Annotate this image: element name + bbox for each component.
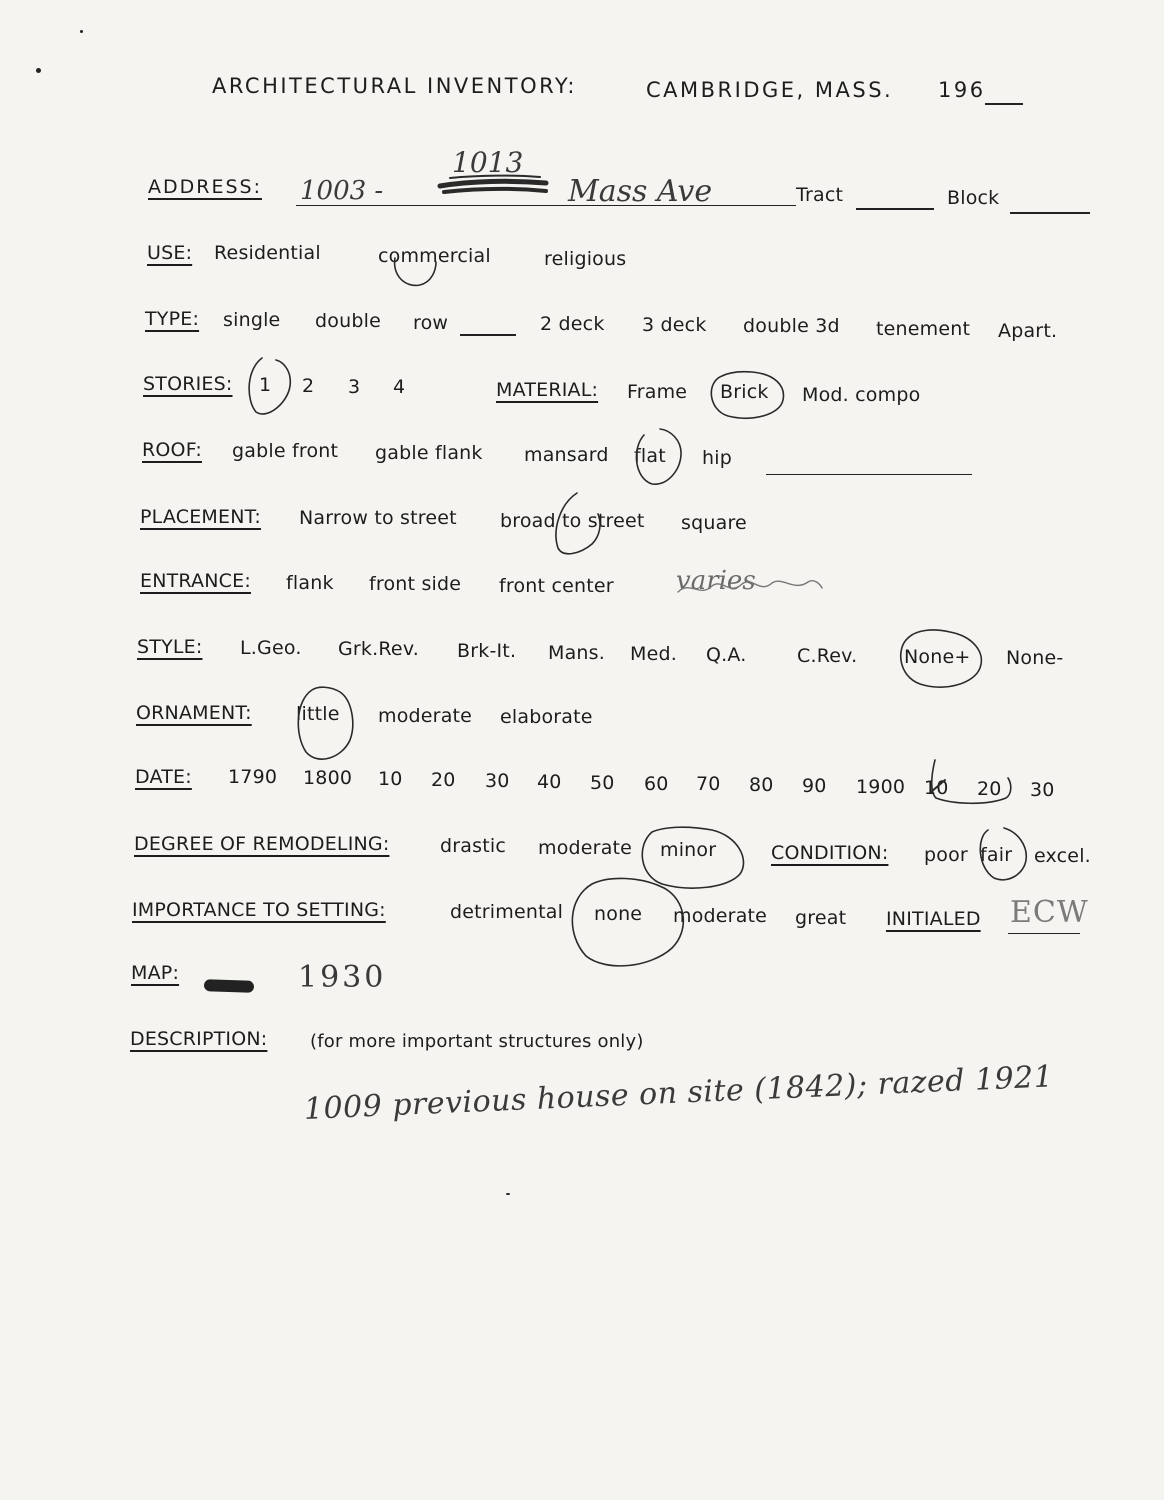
address-street: Mass Ave: [568, 174, 713, 209]
roof-option: hip: [702, 447, 732, 469]
importance-option: detrimental: [450, 901, 564, 923]
tract-label: Tract: [796, 184, 844, 206]
style-option: C.Rev.: [797, 645, 858, 667]
date-option: 20: [431, 769, 456, 791]
address-strike-mark: [444, 189, 546, 192]
style-option: None+: [904, 646, 971, 668]
use-option: religious: [544, 248, 627, 270]
style-option: None-: [1006, 647, 1064, 669]
date-option: 70: [696, 773, 721, 795]
ornament-option: little: [296, 703, 340, 725]
roof-option: gable front: [232, 440, 339, 462]
type-option: double: [315, 310, 381, 332]
address-struck-number: 1003 -: [300, 176, 384, 206]
roof-option: gable flank: [375, 442, 483, 464]
date-option: 10: [378, 768, 403, 790]
importance-option: great: [795, 907, 847, 929]
address-label: ADDRESS:: [148, 176, 262, 198]
entrance-option: flank: [286, 572, 334, 594]
ornament-option: moderate: [378, 705, 473, 727]
stories-option: 2: [302, 375, 315, 397]
material-label: MATERIAL:: [496, 379, 599, 401]
roof-option: mansard: [524, 444, 609, 466]
roof-option: flat: [634, 445, 666, 467]
block-label: Block: [947, 187, 1000, 209]
type-option: 3 deck: [642, 314, 707, 336]
date-option: 30: [1030, 779, 1055, 801]
remodeling-option: drastic: [440, 835, 506, 857]
map-redaction-mark: [204, 979, 254, 993]
ornament-label: ORNAMENT:: [136, 702, 252, 724]
placement-option: broad to street: [500, 510, 645, 532]
date-option: 10: [924, 777, 949, 799]
condition-option: poor: [924, 844, 968, 866]
date-option: 90: [802, 775, 827, 797]
material-option: Frame: [627, 381, 688, 403]
row-blank: [460, 334, 516, 336]
type-option: row: [413, 312, 449, 334]
remodeling-option: minor: [660, 839, 717, 861]
ink-speck: [506, 1193, 510, 1195]
stories-option: 1: [259, 374, 272, 396]
roof-label: ROOF:: [142, 439, 202, 461]
date-option: 60: [644, 773, 669, 795]
type-option: Apart.: [998, 320, 1058, 342]
entrance-label: ENTRANCE:: [140, 570, 251, 592]
map-label: MAP:: [131, 962, 180, 984]
map-handwritten: 1930: [298, 960, 387, 995]
style-option: Q.A.: [706, 644, 747, 666]
type-label: TYPE:: [145, 308, 200, 330]
description-label: DESCRIPTION:: [130, 1028, 268, 1050]
date-option: 40: [537, 771, 562, 793]
importance-option: moderate: [673, 905, 768, 927]
date-option: 30: [485, 770, 510, 792]
entrance-option: front side: [369, 573, 462, 595]
stories-label: STORIES:: [143, 373, 233, 395]
tract-blank: [856, 208, 934, 210]
use-option: Residential: [214, 242, 321, 264]
importance-option: none: [594, 903, 643, 925]
style-option: Grk.Rev.: [338, 638, 420, 660]
block-blank: [1010, 212, 1090, 214]
ink-speck: [80, 30, 83, 33]
use-option: commercial: [378, 245, 491, 267]
material-option: Brick: [720, 381, 769, 403]
date-option: 1900: [856, 776, 906, 798]
type-option: double 3d: [743, 315, 840, 337]
style-option: Med.: [630, 643, 677, 665]
style-option: L.Geo.: [240, 637, 302, 659]
use-label: USE:: [147, 242, 193, 264]
stories-option: 4: [393, 376, 406, 398]
description-note: (for more important structures only): [310, 1031, 644, 1052]
placement-option: Narrow to street: [299, 507, 457, 529]
placement-label: PLACEMENT:: [140, 506, 261, 528]
type-option: 2 deck: [540, 313, 605, 335]
form-year-prefix: 196: [938, 78, 986, 102]
entrance-option: front center: [499, 575, 614, 597]
remodeling-label: DEGREE OF REMODELING:: [134, 833, 390, 855]
remodeling-option: moderate: [538, 837, 633, 859]
date-label: DATE:: [135, 766, 192, 788]
style-option: Brk-It.: [457, 640, 517, 662]
style-label: STYLE:: [137, 636, 203, 658]
condition-label: CONDITION:: [771, 842, 889, 864]
description-handwritten: 1009 previous house on site (1842); razed 1921: [303, 1059, 1055, 1127]
roof-blank: [766, 474, 972, 475]
date-option: 50: [590, 772, 615, 794]
stories-option: 3: [348, 376, 361, 398]
initialed-blank: [1008, 933, 1080, 934]
importance-label: IMPORTANCE TO SETTING:: [132, 899, 386, 921]
date-option: 80: [749, 774, 774, 796]
initialed-handwritten: ECW: [1010, 895, 1089, 930]
date-option: 1800: [303, 767, 353, 789]
date-option: 1790: [228, 766, 278, 788]
form-location: CAMBRIDGE, MASS.: [646, 78, 894, 102]
ornament-option: elaborate: [500, 706, 593, 728]
entrance-handwritten: varies: [676, 566, 756, 596]
condition-option: fair: [980, 844, 1013, 866]
initialed-label: INITIALED: [886, 908, 981, 930]
address-number: 1013: [452, 146, 524, 179]
form-title: ARCHITECTURAL INVENTORY:: [212, 74, 577, 98]
ink-speck: [36, 68, 41, 73]
year-blank: [985, 103, 1023, 105]
material-option: Mod. compo: [802, 384, 921, 406]
date-option: 20: [977, 778, 1002, 800]
address-strike-mark: [440, 181, 546, 186]
style-option: Mans.: [548, 642, 606, 664]
placement-option: square: [681, 512, 747, 534]
type-option: tenement: [876, 318, 971, 340]
condition-option: excel.: [1034, 845, 1091, 867]
type-option: single: [223, 309, 281, 331]
